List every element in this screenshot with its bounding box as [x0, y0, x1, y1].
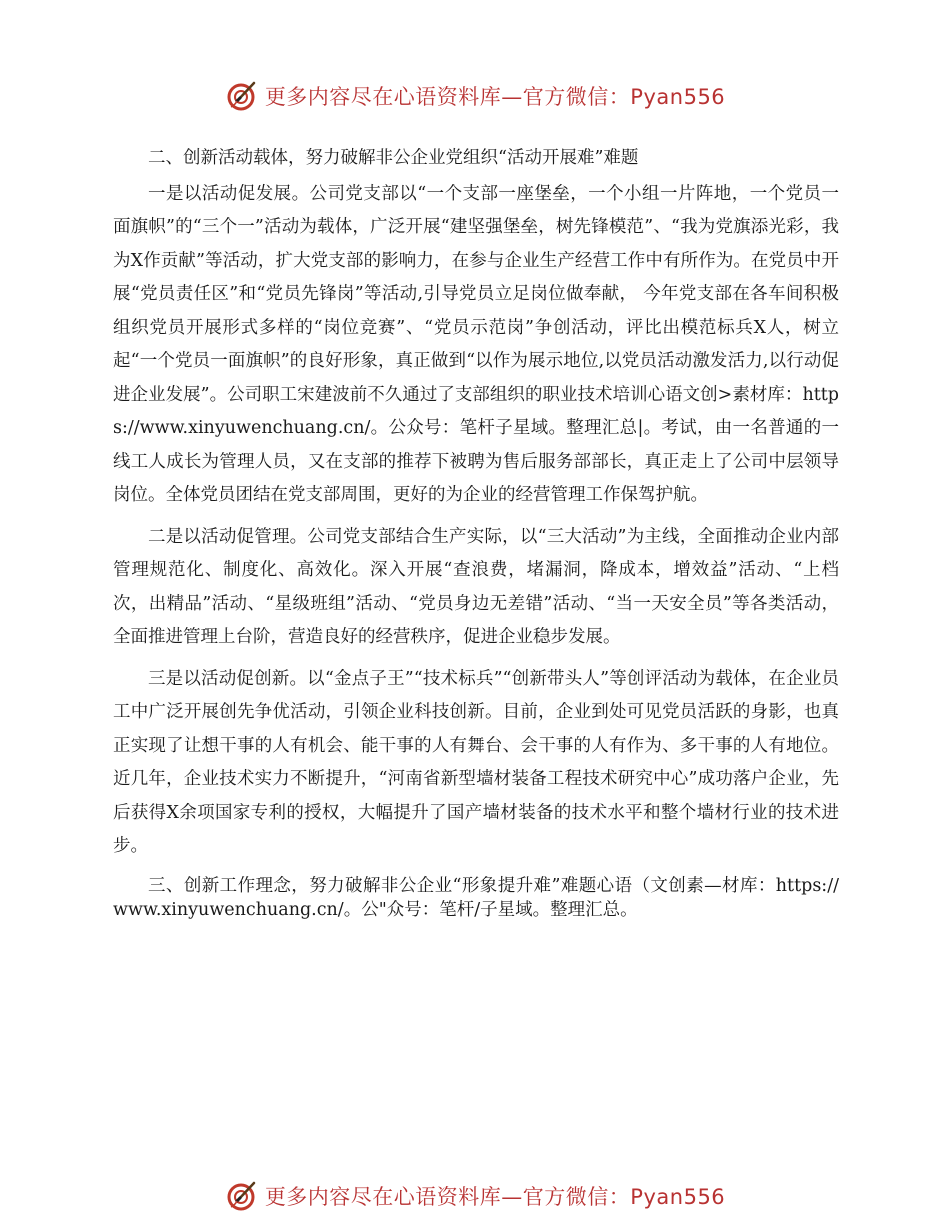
section-heading-2: 二、创新活动载体，努力破解非公企业党组织“活动开展难”难题	[148, 148, 639, 168]
paragraph-management: 二是以活动促管理。公司党支部结合生产实际，以“三大活动”为主线，全面推动企业内部管理规范化、制度化、高效化。深入开展“查浪费，堵漏洞，降成本，增效益”活动、“上档次，出精品”活动、“星级班组”活动、“党员身边无差错”活动、“当一天安全员”等各类活动，全面推进管理上台阶，营造良好的经营秩序，促进企业稳步发展。	[113, 526, 839, 647]
document-body	[113, 142, 839, 922]
section-heading-3: 三、创新工作理念，努力破解非公企业“形象提升难”难题心语（文创素—材库：https://www.xinyuwenchuang.cn/。公"众号：笔杆/子星域。整理汇总。	[113, 875, 839, 920]
paragraph-development: 一是以活动促发展。公司党支部以“一个支部一座堡垒，一个小组一片阵地，一个党员一面旗帜”的“三个一”活动为载体，广泛开展“建坚强堡垒，树先锋模范”、“我为党旗添光彩，我为X作贡献”等活动，扩大党支部的影响力，在参与企业生产经营工作中有所作为。在党员中开展“党员责任区”和“党员先锋岗”等活动,引导党员立足岗位做奉献， 今年党支部在各车间积极组织党员开展形式多样的“岗位竞赛”、“党员示范岗”争创活动，评比出模范标兵X人，树立起“一个党员一面旗帜”的良好形象，真正做到“以作为展示地位,以党员活动激发活力,以行动促进企业发展”。公司职工宋建波前不久通过了支部组织的职业技术培训心语文创>素材库：https://www.xinyuwenchuang.cn/。公众号：笔杆子星域。整理汇总|。考试，由一名普通的一线工人成长为管理人员，又在支部的推荐下被聘为售后服务部部长，真正走上了公司中层领导岗位。全体党员团结在党支部周围，更好的为企业的经营管理工作保驾护航。	[113, 183, 839, 505]
banner-text: 更多内容尽在心语资料库—官方微信：Pyan556	[264, 85, 726, 109]
header-banner	[0, 76, 950, 116]
footer-banner	[0, 1176, 950, 1216]
paragraph-innovation: 三是以活动促创新。以“金点子王”“技术标兵”“创新带头人”等创评活动为载体，在企业员工中广泛开展创先争优活动，引领企业科技创新。目前，企业到处可见党员活跃的身影，也真正实现了让想干事的人有机会、能干事的人有舞台、会干事的人有作为、多干事的人有地位。近几年，企业技术实力不断提升，“河南省新型墙材装备工程技术研究中心”成功落户企业，先后获得X余项国家专利的授权，大幅提升了国产墙材装备的技术水平和整个墙材行业的技术进步。	[113, 668, 839, 856]
brush-logo-icon	[225, 79, 259, 113]
brush-logo-icon	[225, 1179, 259, 1213]
banner-text: 更多内容尽在心语资料库—官方微信：Pyan556	[264, 1185, 726, 1209]
